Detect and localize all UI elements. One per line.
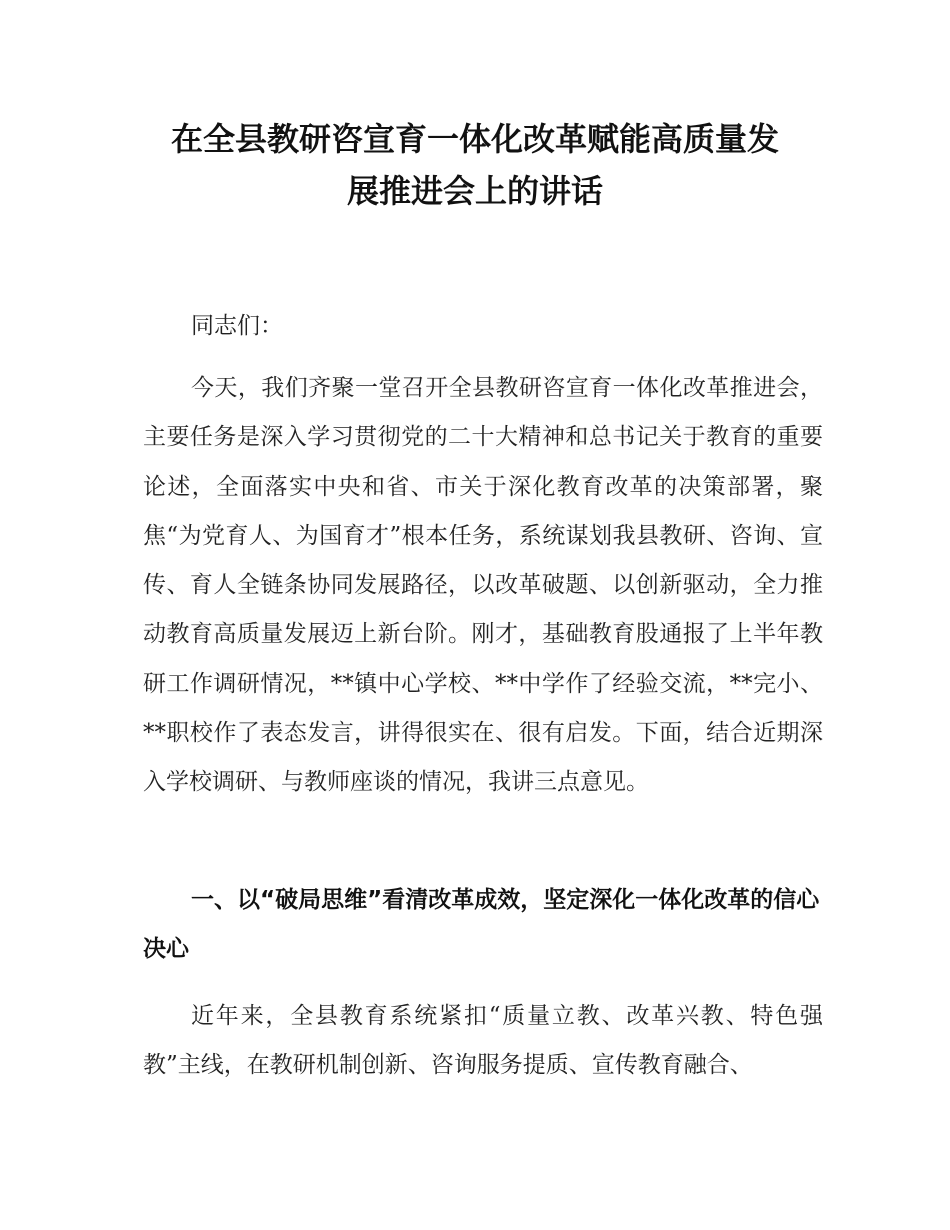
salutation: 同志们： [191,313,283,339]
section-1-heading: 一、以“破局思维”看清改革成效，坚定深化一体化改革的信心决心 [143,887,820,962]
intro-paragraph: 今天，我们齐聚一堂召开全县教研咨宣育一体化改革推进会，主要任务是深入学习贯彻党的二十大精神和总书记关于教育的重要论述，全面落实中央和省、市关于深化教育改革的决策部署，聚焦“为党育人、为国育才”根本任务，系统谋划我县教研、咨询、宣传、育人全链条协同发展路径，以改革破题、以创新驱动，全力推动教育高质量发展迈上新台阶。刚才，基础教育股通报了上半年教研工作调研情况，**镇中心学校、**中学作了经验交流，**完小、**职校作了表态发言，讲得很实在、很有启发。下面，结合近期深入学校调研、与教师座谈的情况，我讲三点意见。 [143,375,823,796]
section-1-paragraph: 近年来，全县教育系统紧扣“质量立教、改革兴教、特色强教”主线，在教研机制创新、咨询服务提质、宣传教育融合、 [143,1003,823,1079]
title-line-2: 展推进会上的讲话 [346,172,603,210]
title-line-1: 在全县教研咨宣育一体化改革赋能高质量发 [170,120,779,158]
document-title [120,113,830,217]
